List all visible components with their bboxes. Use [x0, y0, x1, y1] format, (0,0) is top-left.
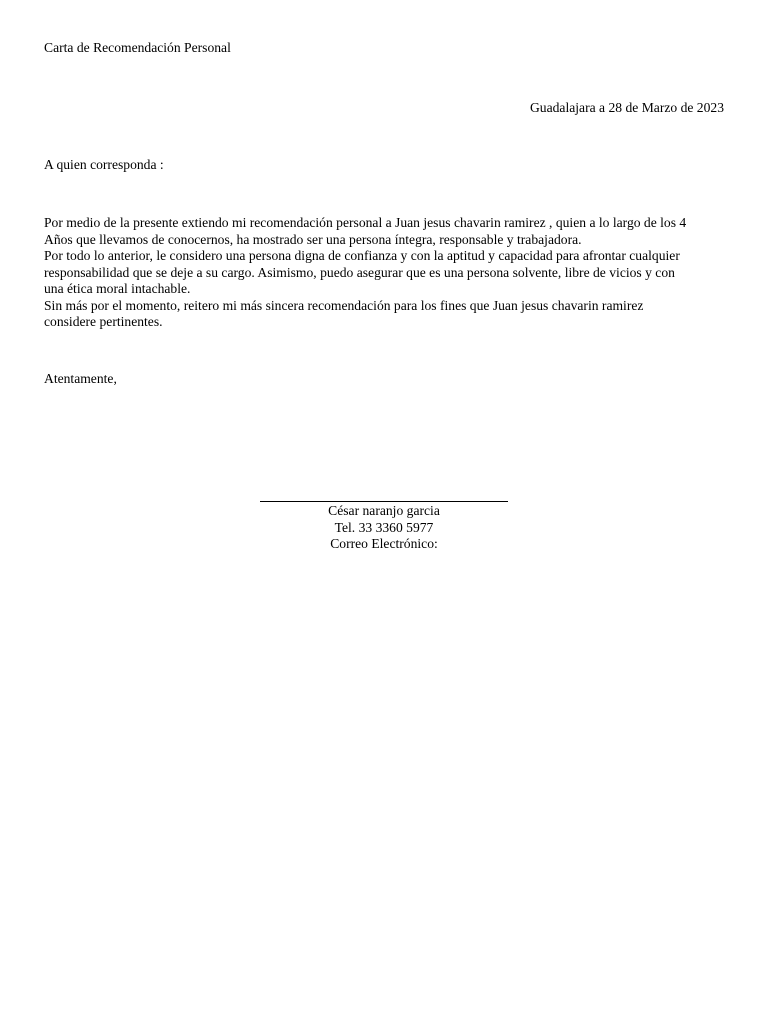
signer-phone: Tel. 33 3360 5977 — [334, 519, 434, 535]
signer-name: César naranjo garcia — [328, 503, 440, 518]
body-line: Años que llevamos de conocernos, ha mostrado ser una persona íntegra, responsable y trabajadora. — [44, 231, 582, 247]
body-line: responsabilidad que se deje a su cargo. Asimismo, puedo asegurar que es una persona solvente, libre de vicios y con — [44, 264, 675, 280]
body-line: Por medio de la presente extiendo mi recomendación personal a Juan jesus chavarin ramirez , quien a lo largo de los 4 — [44, 215, 687, 230]
signature-line — [260, 501, 508, 502]
letter-body — [44, 215, 734, 331]
body-line: Sin más por el momento, reitero mi más sincera recomendación para los fines que Juan jesus chavarin ramirez — [44, 297, 644, 313]
date-line: Guadalajara a 28 de Marzo de 2023 — [529, 100, 724, 115]
letter-title: Carta de Recomendación Personal — [44, 40, 231, 55]
body-line: considere pertinentes. — [44, 314, 163, 329]
body-line: una ética moral intachable. — [44, 281, 191, 296]
signer-email-label: Correo Electrónico: — [330, 536, 438, 551]
body-line: Por todo lo anterior, le considero una persona digna de confianza y con la aptitud y capacidad para afrontar cualquier — [44, 248, 680, 263]
signature-block — [234, 487, 534, 553]
salutation: A quien corresponda : — [44, 157, 164, 172]
closing: Atentamente, — [44, 371, 117, 386]
